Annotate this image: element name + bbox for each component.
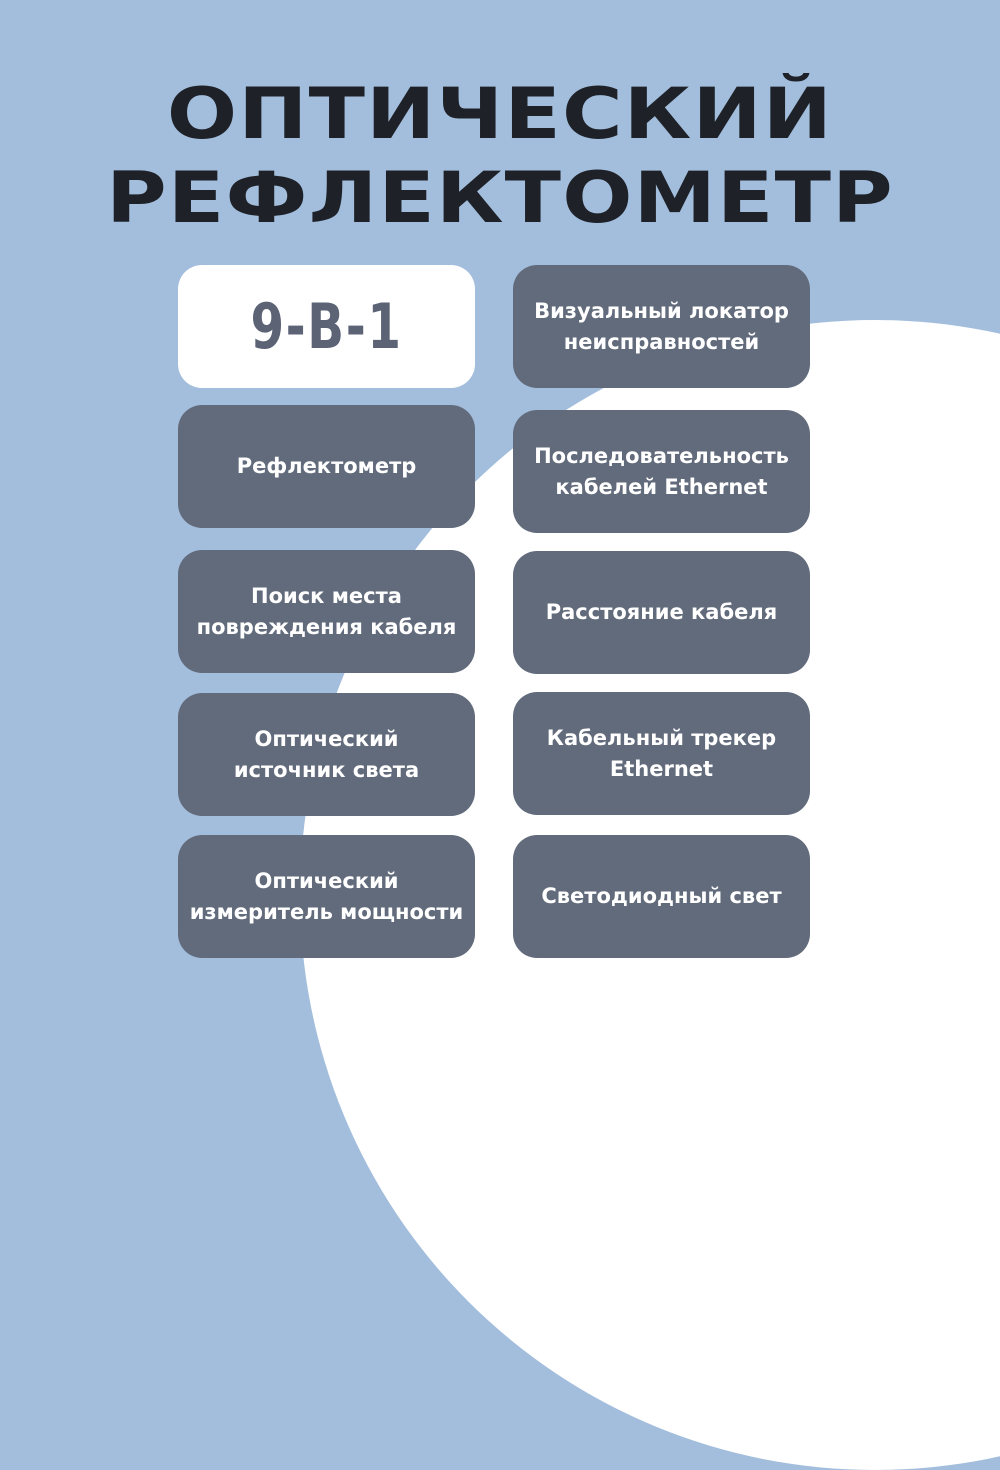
feature-card-power-meter — [178, 835, 475, 958]
badge-label: 9-В-1 — [250, 289, 403, 363]
feature-card-led-light — [513, 835, 810, 958]
feature-card-vfl — [513, 265, 810, 388]
feature-card-ethernet-tracker — [513, 692, 810, 815]
feature-card-light-source — [178, 693, 475, 816]
feature-label: Светодиодный свет — [541, 884, 782, 908]
feature-card-cable-distance — [513, 551, 810, 674]
feature-label: Последовательность кабелей Ethernet — [534, 443, 789, 499]
badge-9-in-1 — [178, 265, 475, 388]
feature-card-otdr — [178, 405, 475, 528]
page-title — [0, 72, 1000, 240]
feature-label: Оптический измеритель мощности — [189, 868, 464, 924]
feature-label: Расстояние кабеля — [545, 600, 778, 624]
title-line-1: ОПТИЧЕСКИЙ — [166, 73, 834, 155]
feature-label: Визуальный локатор неисправностей — [534, 298, 789, 354]
feature-label: Рефлектометр — [236, 454, 417, 478]
feature-card-fault-locator — [178, 550, 475, 673]
feature-label: Поиск места повреждения кабеля — [196, 583, 457, 639]
feature-label: Кабельный трекер Ethernet — [546, 725, 777, 781]
feature-label: Оптический источник света — [233, 726, 420, 782]
feature-card-ethernet-sequence — [513, 410, 810, 533]
title-line-2: РЕФЛЕКТОМЕТР — [106, 157, 894, 239]
